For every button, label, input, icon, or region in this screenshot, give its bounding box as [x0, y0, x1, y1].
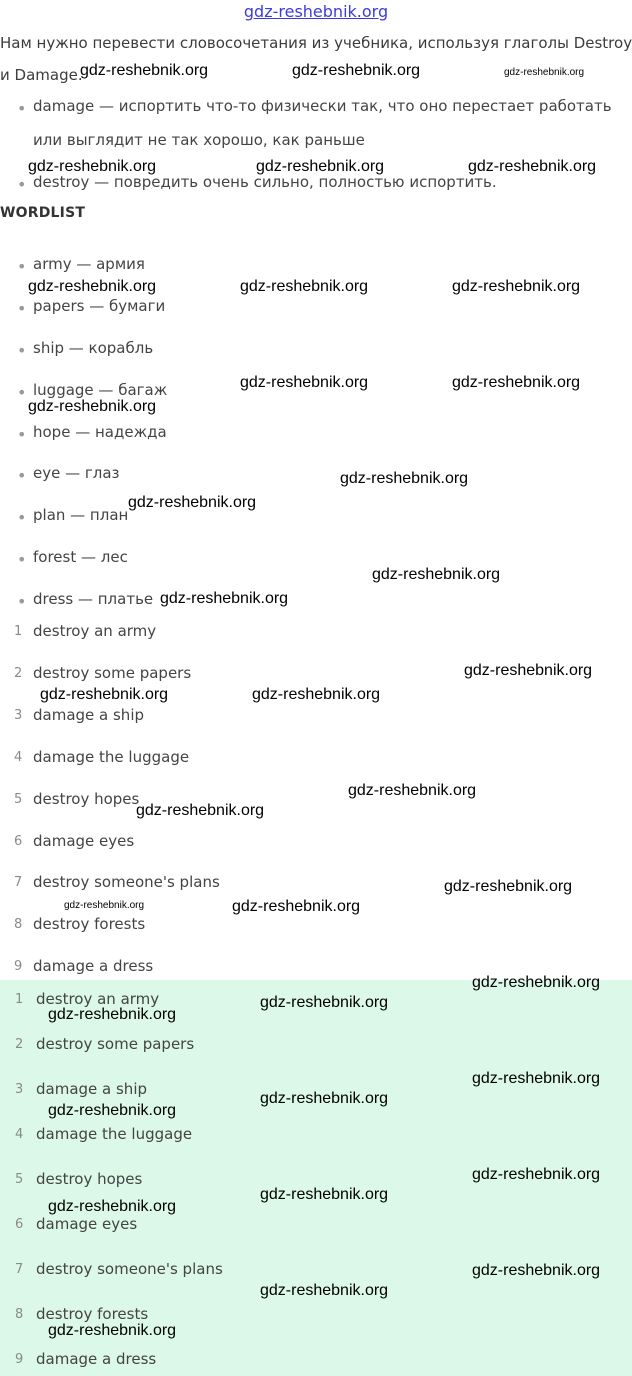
watermark-text: gdz-reshebnik.org	[240, 374, 369, 391]
exercise-item: destroy some papers	[33, 664, 192, 682]
watermark-text: gdz-reshebnik.org	[28, 398, 157, 415]
answer-number: 2	[15, 1037, 24, 1052]
exercise-item: damage eyes	[33, 832, 135, 850]
watermark-text: gdz-reshebnik.org	[472, 974, 601, 991]
item-number: 4	[14, 750, 23, 765]
exercise-item: destroy an army	[33, 622, 157, 640]
bullet-icon: •	[17, 592, 27, 611]
watermark-text: gdz-reshebnik.org	[504, 67, 585, 78]
answer-item: destroy an army	[36, 990, 160, 1008]
exercise-item: destroy someone's plans	[33, 873, 220, 891]
watermark-text: gdz-reshebnik.org	[40, 686, 169, 703]
exercise-item: damage the luggage	[33, 748, 190, 766]
watermark-text: gdz-reshebnik.org	[472, 1262, 601, 1279]
answer-item: damage eyes	[36, 1215, 138, 1233]
watermark-text: gdz-reshebnik.org	[292, 62, 421, 79]
watermark-text: gdz-reshebnik.org	[452, 374, 581, 391]
wordlist-item: papers — бумаги	[33, 297, 166, 315]
definition-damage-line-1: damage — испортить что-то физически так, что оно перестает работать	[33, 97, 612, 115]
wordlist-item: eye — глаз	[33, 464, 120, 482]
watermark-text: gdz-reshebnik.org	[64, 900, 145, 911]
answer-item: damage a dress	[36, 1350, 157, 1368]
watermark-text: gdz-reshebnik.org	[252, 686, 381, 703]
bullet-icon: •	[17, 550, 27, 569]
item-number: 1	[14, 624, 23, 639]
item-number: 7	[14, 875, 23, 890]
watermark-text: gdz-reshebnik.org	[256, 158, 385, 175]
answer-item: damage the luggage	[36, 1125, 193, 1143]
bullet-icon: •	[17, 341, 27, 360]
exercise-item: damage a dress	[33, 957, 154, 975]
answer-number: 1	[15, 992, 24, 1007]
item-number: 2	[14, 666, 23, 681]
bullet-icon: •	[17, 257, 27, 276]
answer-number: 4	[15, 1127, 24, 1142]
answer-item: destroy some papers	[36, 1035, 195, 1053]
watermark-text: gdz-reshebnik.org	[48, 1322, 177, 1339]
exercise-item: damage a ship	[33, 706, 145, 724]
bullet-icon: •	[17, 299, 27, 318]
wordlist-item: forest — лес	[33, 548, 128, 566]
site-link[interactable]: gdz-reshebnik.org	[243, 2, 389, 21]
intro-line-1: Нам нужно перевести словосочетания из учебника, используя глаголы Destroy	[0, 34, 632, 52]
watermark-text: gdz-reshebnik.org	[260, 994, 389, 1011]
watermark-text: gdz-reshebnik.org	[340, 470, 469, 487]
exercise-item: destroy hopes	[33, 790, 140, 808]
item-number: 3	[14, 708, 23, 723]
wordlist-item: dress — платье	[33, 590, 154, 608]
watermark-text: gdz-reshebnik.org	[260, 1186, 389, 1203]
answer-item: destroy hopes	[36, 1170, 143, 1188]
wordlist-item: luggage — багаж	[33, 381, 168, 399]
watermark-text: gdz-reshebnik.org	[128, 494, 257, 511]
watermark-text: gdz-reshebnik.org	[48, 1198, 177, 1215]
bullet-icon: •	[17, 99, 27, 118]
bullet-icon: •	[17, 175, 27, 194]
watermark-text: gdz-reshebnik.org	[260, 1090, 389, 1107]
item-number: 6	[14, 834, 23, 849]
wordlist-item: hope — надежда	[33, 423, 167, 441]
bullet-icon: •	[17, 466, 27, 485]
bullet-icon: •	[17, 425, 27, 444]
watermark-text: gdz-reshebnik.org	[80, 62, 209, 79]
watermark-text: gdz-reshebnik.org	[48, 1006, 177, 1023]
watermark-text: gdz-reshebnik.org	[444, 878, 573, 895]
watermark-text: gdz-reshebnik.org	[372, 566, 501, 583]
bullet-icon: •	[17, 383, 27, 402]
watermark-text: gdz-reshebnik.org	[464, 662, 593, 679]
answer-number: 8	[15, 1307, 24, 1322]
exercise-item: destroy forests	[33, 915, 146, 933]
bullet-icon: •	[17, 508, 27, 527]
watermark-text: gdz-reshebnik.org	[468, 158, 597, 175]
watermark-text: gdz-reshebnik.org	[348, 782, 477, 799]
answer-number: 3	[15, 1082, 24, 1097]
wordlist-item: plan — план	[33, 506, 129, 524]
answer-number: 5	[15, 1172, 24, 1187]
watermark-text: gdz-reshebnik.org	[452, 278, 581, 295]
definition-destroy: destroy — повредить очень сильно, полностью испортить.	[33, 173, 497, 191]
definition-damage-line-2: или выглядит не так хорошо, как раньше	[33, 131, 365, 149]
intro-line-2: и Damage.	[0, 66, 83, 84]
answer-number: 6	[15, 1217, 24, 1232]
wordlist-item: army — армия	[33, 255, 145, 273]
item-number: 9	[14, 959, 23, 974]
answer-item: damage a ship	[36, 1080, 148, 1098]
watermark-text: gdz-reshebnik.org	[240, 278, 369, 295]
item-number: 8	[14, 917, 23, 932]
watermark-text: gdz-reshebnik.org	[136, 802, 265, 819]
watermark-text: gdz-reshebnik.org	[48, 1102, 177, 1119]
answer-item: destroy forests	[36, 1305, 149, 1323]
item-number: 5	[14, 792, 23, 807]
watermark-text: gdz-reshebnik.org	[160, 590, 289, 607]
answer-item: destroy someone's plans	[36, 1260, 223, 1278]
watermark-text: gdz-reshebnik.org	[472, 1070, 601, 1087]
answer-number: 7	[15, 1262, 24, 1277]
watermark-text: gdz-reshebnik.org	[260, 1282, 389, 1299]
wordlist-heading: WORDLIST	[0, 205, 86, 221]
watermark-text: gdz-reshebnik.org	[472, 1166, 601, 1183]
watermark-text: gdz-reshebnik.org	[28, 278, 157, 295]
wordlist-item: ship — корабль	[33, 339, 154, 357]
watermark-text: gdz-reshebnik.org	[232, 898, 361, 915]
answer-number: 9	[15, 1352, 24, 1367]
watermark-text: gdz-reshebnik.org	[28, 158, 157, 175]
